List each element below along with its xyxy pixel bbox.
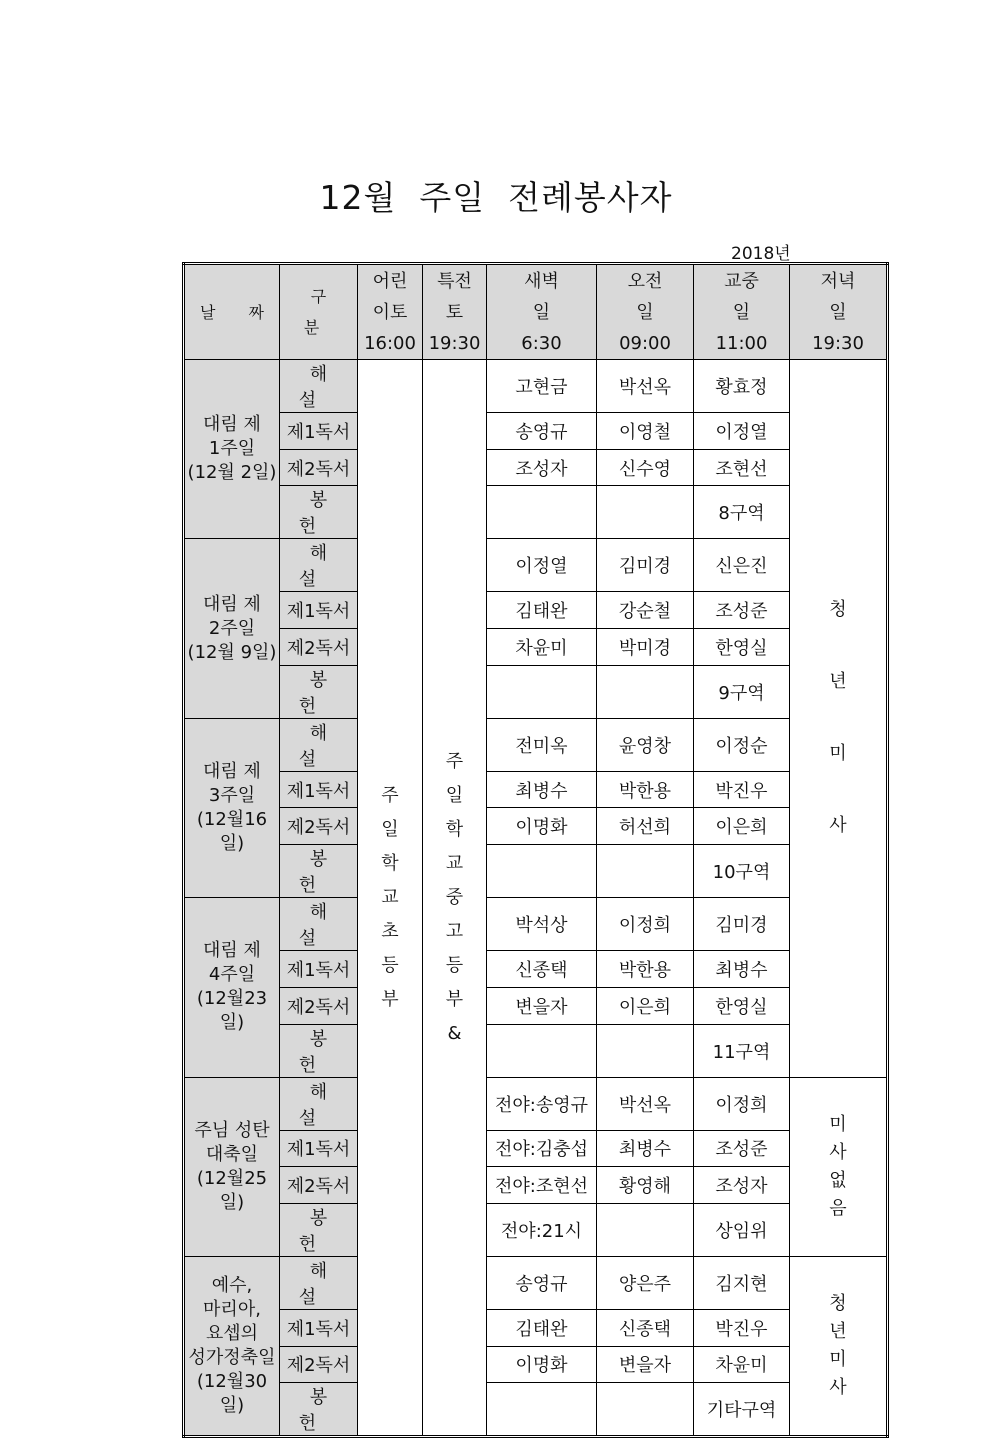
evening-mass-cell-char: 사: [829, 1141, 847, 1163]
dawn-cell: 김태완: [487, 592, 597, 629]
kind-cell: [280, 718, 358, 771]
kind-label: 제1독서: [286, 959, 351, 981]
dawn-cell: 송영규: [487, 1256, 597, 1309]
main-cell: 차윤미: [694, 1346, 790, 1383]
schedule-table: [182, 262, 889, 1438]
youth-school-cell-char: 학: [445, 818, 464, 840]
main-cell: 한영실: [694, 987, 790, 1024]
table-row: [184, 1130, 888, 1167]
youth-school-cell-char: &: [447, 1022, 462, 1044]
dawn-cell: 전미옥: [487, 718, 597, 771]
morning-cell: 박선옥: [597, 1077, 694, 1130]
dawn-cell: [487, 1024, 597, 1077]
morning-cell: [597, 665, 694, 718]
morning-cell: [597, 845, 694, 898]
date-line: (12월 9일): [187, 641, 277, 663]
date-cell: [184, 360, 280, 539]
morning-cell: 김미경: [597, 539, 694, 592]
morning-cell: 박한용: [597, 951, 694, 988]
kind-label: 해 설: [298, 902, 350, 950]
table-row: [184, 486, 888, 539]
date-line: (12월23일): [196, 988, 268, 1034]
youth-school-cell-char: 등: [445, 954, 464, 976]
kind-label: 제2독서: [286, 637, 351, 659]
morning-cell: 허선희: [597, 808, 694, 845]
kind-label: 제1독서: [286, 601, 351, 623]
evening-mass-cell-char: 없: [829, 1169, 847, 1191]
kind-cell: [280, 951, 358, 988]
dawn-cell: 고현금: [487, 360, 597, 413]
dawn-cell: 전야:송영규: [487, 1077, 597, 1130]
evening-mass-cell-char: 년: [829, 1321, 847, 1343]
table-row: [184, 629, 888, 666]
table-row: [184, 413, 888, 450]
date-cell: [184, 898, 280, 1077]
kind-label: 해 설: [298, 1260, 350, 1308]
kind-label: 봉 헌: [298, 1207, 350, 1255]
table-row: [184, 539, 888, 592]
kind-cell: [280, 360, 358, 413]
morning-cell: [597, 486, 694, 539]
children-school-cell-char: 초: [381, 920, 399, 942]
dawn-cell: 박석상: [487, 898, 597, 951]
youth-school-cell-char: 고: [445, 920, 464, 942]
main-cell: 신은진: [694, 539, 790, 592]
kind-label: 제2독서: [286, 817, 351, 839]
morning-cell: 신종택: [597, 1309, 694, 1346]
main-cell: 이정희: [694, 1077, 790, 1130]
morning-cell: 강순철: [597, 592, 694, 629]
kind-cell: [280, 845, 358, 898]
kind-label: 제2독서: [286, 1176, 351, 1198]
date-cell: [184, 718, 280, 897]
main-cell: 김미경: [694, 898, 790, 951]
main-cell: 이은희: [694, 808, 790, 845]
evening-mass-cell-char: 청: [829, 599, 847, 621]
date-cell: [184, 1077, 280, 1256]
table-row: [184, 1256, 888, 1309]
morning-cell: 이정희: [597, 898, 694, 951]
children-school-cell: [358, 360, 423, 1437]
kind-label: 제1독서: [286, 780, 351, 802]
children-school-cell-char: 부: [381, 988, 399, 1010]
youth-school-cell-char: 부: [445, 988, 464, 1010]
main-cell: 황효정: [694, 360, 790, 413]
date-line: (12월25일): [196, 1167, 268, 1213]
morning-cell: [597, 1383, 694, 1437]
header-children: 어린 이토 16:00: [358, 264, 423, 360]
kind-label: 제1독서: [286, 1139, 351, 1161]
main-cell: 이정열: [694, 413, 790, 450]
youth-school-cell-char: 중: [445, 886, 464, 908]
date-cell: [184, 1256, 280, 1436]
dawn-cell: 이정열: [487, 539, 597, 592]
main-cell: 김지현: [694, 1256, 790, 1309]
date-line: (12월30일): [196, 1371, 268, 1417]
morning-cell: 신수영: [597, 449, 694, 486]
kind-label: 제2독서: [286, 996, 351, 1018]
morning-cell: 이영철: [597, 413, 694, 450]
kind-cell: [280, 1130, 358, 1167]
kind-cell: [280, 1077, 358, 1130]
dawn-cell: [487, 486, 597, 539]
table-row: [184, 1309, 888, 1346]
main-cell: 조성준: [694, 592, 790, 629]
main-cell: 기타구역: [694, 1383, 790, 1437]
morning-cell: 이은희: [597, 987, 694, 1024]
children-school-cell-char: 등: [381, 954, 399, 976]
dawn-cell: 김태완: [487, 1309, 597, 1346]
youth-school-cell-char: 주: [445, 750, 464, 772]
evening-mass-cell: [790, 360, 888, 1078]
main-cell: 조현선: [694, 449, 790, 486]
main-cell: 상임위: [694, 1203, 790, 1256]
table-row: [184, 1077, 888, 1130]
header-dawn: 새벽 일 6:30: [487, 264, 597, 360]
morning-cell: [597, 1203, 694, 1256]
date-line: 마리아,: [203, 1299, 261, 1321]
kind-label: 해 설: [298, 1081, 350, 1129]
kind-cell: [280, 1309, 358, 1346]
kind-cell: [280, 665, 358, 718]
header-morning: 오전 일 09:00: [597, 264, 694, 360]
date-line: 대축일: [205, 1143, 259, 1165]
dawn-cell: 최병수: [487, 771, 597, 808]
table-row: [184, 1203, 888, 1256]
kind-cell: [280, 1203, 358, 1256]
date-cell: [184, 539, 280, 718]
main-cell: 조성준: [694, 1130, 790, 1167]
morning-cell: 윤영창: [597, 718, 694, 771]
table-row: [184, 987, 888, 1024]
kind-cell: [280, 449, 358, 486]
morning-cell: 황영해: [597, 1167, 694, 1204]
kind-cell: [280, 413, 358, 450]
morning-cell: 양은주: [597, 1256, 694, 1309]
year-label: 2018년: [731, 244, 791, 264]
dawn-cell: 신종택: [487, 951, 597, 988]
date-line: 대림 제: [203, 940, 261, 962]
children-school-cell-char: 주: [381, 784, 399, 806]
date-line: 요셉의: [205, 1323, 259, 1345]
dawn-cell: 변을자: [487, 987, 597, 1024]
youth-school-cell-char: 일: [445, 784, 464, 806]
table-row: [184, 1346, 888, 1383]
table-row: [184, 665, 888, 718]
table-row: [184, 898, 888, 951]
header-kind: 구 분: [280, 264, 358, 360]
date-line: 성가정축일: [188, 1347, 276, 1369]
kind-cell: [280, 1256, 358, 1309]
kind-cell: [280, 771, 358, 808]
morning-cell: 최병수: [597, 1130, 694, 1167]
main-cell: 9구역: [694, 665, 790, 718]
main-cell: 조성자: [694, 1167, 790, 1204]
table-row: [184, 771, 888, 808]
dawn-cell: 조성자: [487, 449, 597, 486]
evening-mass-cell-char: 미: [829, 1349, 847, 1371]
evening-mass-cell-char: 미: [829, 1113, 847, 1135]
date-line: 1주일: [208, 438, 256, 460]
kind-cell: [280, 486, 358, 539]
dawn-cell: [487, 665, 597, 718]
dawn-cell: 전야:김충섭: [487, 1130, 597, 1167]
kind-cell: [280, 592, 358, 629]
kind-cell: [280, 539, 358, 592]
header-saturday: 특전 토 19:30: [423, 264, 487, 360]
morning-cell: 박한용: [597, 771, 694, 808]
children-school-cell-char: 교: [381, 886, 399, 908]
main-cell: 최병수: [694, 951, 790, 988]
kind-label: 봉 헌: [298, 1387, 350, 1435]
header-row: [184, 264, 888, 360]
main-cell: 한영실: [694, 629, 790, 666]
youth-school-cell-char: 교: [445, 852, 464, 874]
dawn-cell: 이명화: [487, 808, 597, 845]
kind-label: 제2독서: [286, 458, 351, 480]
table-row: [184, 449, 888, 486]
table-row: [184, 845, 888, 898]
kind-cell: [280, 1167, 358, 1204]
evening-mass-cell-char: 음: [829, 1197, 847, 1219]
main-cell: 8구역: [694, 486, 790, 539]
kind-label: 제1독서: [286, 421, 351, 443]
date-line: 주님 성탄: [194, 1119, 270, 1141]
kind-cell: [280, 1346, 358, 1383]
table-row: [184, 1383, 888, 1437]
kind-cell: [280, 629, 358, 666]
table-row: [184, 718, 888, 771]
morning-cell: 박선옥: [597, 360, 694, 413]
main-cell: 10구역: [694, 845, 790, 898]
date-line: 4주일: [208, 964, 256, 986]
kind-label: 봉 헌: [298, 1028, 350, 1076]
kind-cell: [280, 1383, 358, 1437]
kind-cell: [280, 808, 358, 845]
children-school-cell-char: 학: [381, 852, 399, 874]
table-row: [184, 592, 888, 629]
evening-mass-cell: [790, 1077, 888, 1256]
evening-mass-cell-char: 사: [829, 1377, 847, 1399]
evening-mass-cell-char: 청: [829, 1293, 847, 1315]
kind-cell: [280, 1024, 358, 1077]
page-title: 12월 주일 전례봉사자: [319, 178, 673, 217]
kind-label: 해 설: [298, 364, 350, 411]
morning-cell: 변을자: [597, 1346, 694, 1383]
morning-cell: [597, 1024, 694, 1077]
date-line: 대림 제: [203, 593, 261, 615]
main-cell: 11구역: [694, 1024, 790, 1077]
kind-label: 제2독서: [286, 1355, 351, 1377]
header-evening: 저녁 일 19:30: [790, 264, 888, 360]
youth-school-cell: [423, 360, 487, 1437]
kind-label: 해 설: [298, 543, 350, 591]
main-cell: 이정순: [694, 718, 790, 771]
date-line: (12월 2일): [187, 462, 277, 484]
table-row: [184, 1167, 888, 1204]
main-cell: 박진우: [694, 771, 790, 808]
table-row: [184, 951, 888, 988]
kind-label: 봉 헌: [298, 490, 350, 538]
header-main: 교중 일 11:00: [694, 264, 790, 360]
date-line: (12월16일): [196, 808, 268, 854]
dawn-cell: [487, 845, 597, 898]
dawn-cell: 송영규: [487, 413, 597, 450]
kind-label: 봉 헌: [298, 849, 350, 897]
kind-label: 제1독서: [286, 1318, 351, 1340]
table-row: [184, 360, 888, 413]
date-line: 대림 제: [203, 414, 261, 436]
header-date: 날 짜: [184, 264, 280, 360]
evening-mass-cell: [790, 1256, 888, 1436]
date-line: 대림 제: [203, 760, 261, 782]
dawn-cell: 이명화: [487, 1346, 597, 1383]
dawn-cell: 차윤미: [487, 629, 597, 666]
dawn-cell: [487, 1383, 597, 1437]
main-cell: 박진우: [694, 1309, 790, 1346]
evening-mass-cell-char: 미: [829, 743, 847, 765]
date-line: 3주일: [208, 784, 256, 806]
kind-cell: [280, 987, 358, 1024]
evening-mass-cell-char: 사: [829, 815, 847, 837]
date-line: 예수,: [211, 1275, 253, 1297]
morning-cell: 박미경: [597, 629, 694, 666]
table-row: [184, 1024, 888, 1077]
children-school-cell-char: 일: [381, 818, 399, 840]
evening-mass-cell-char: 년: [829, 671, 847, 693]
date-line: 2주일: [208, 617, 256, 639]
kind-cell: [280, 898, 358, 951]
dawn-cell: 전야:조현선: [487, 1167, 597, 1204]
kind-label: 봉 헌: [298, 669, 350, 717]
table-row: [184, 808, 888, 845]
dawn-cell: 전야:21시: [487, 1203, 597, 1256]
kind-label: 해 설: [298, 722, 350, 770]
